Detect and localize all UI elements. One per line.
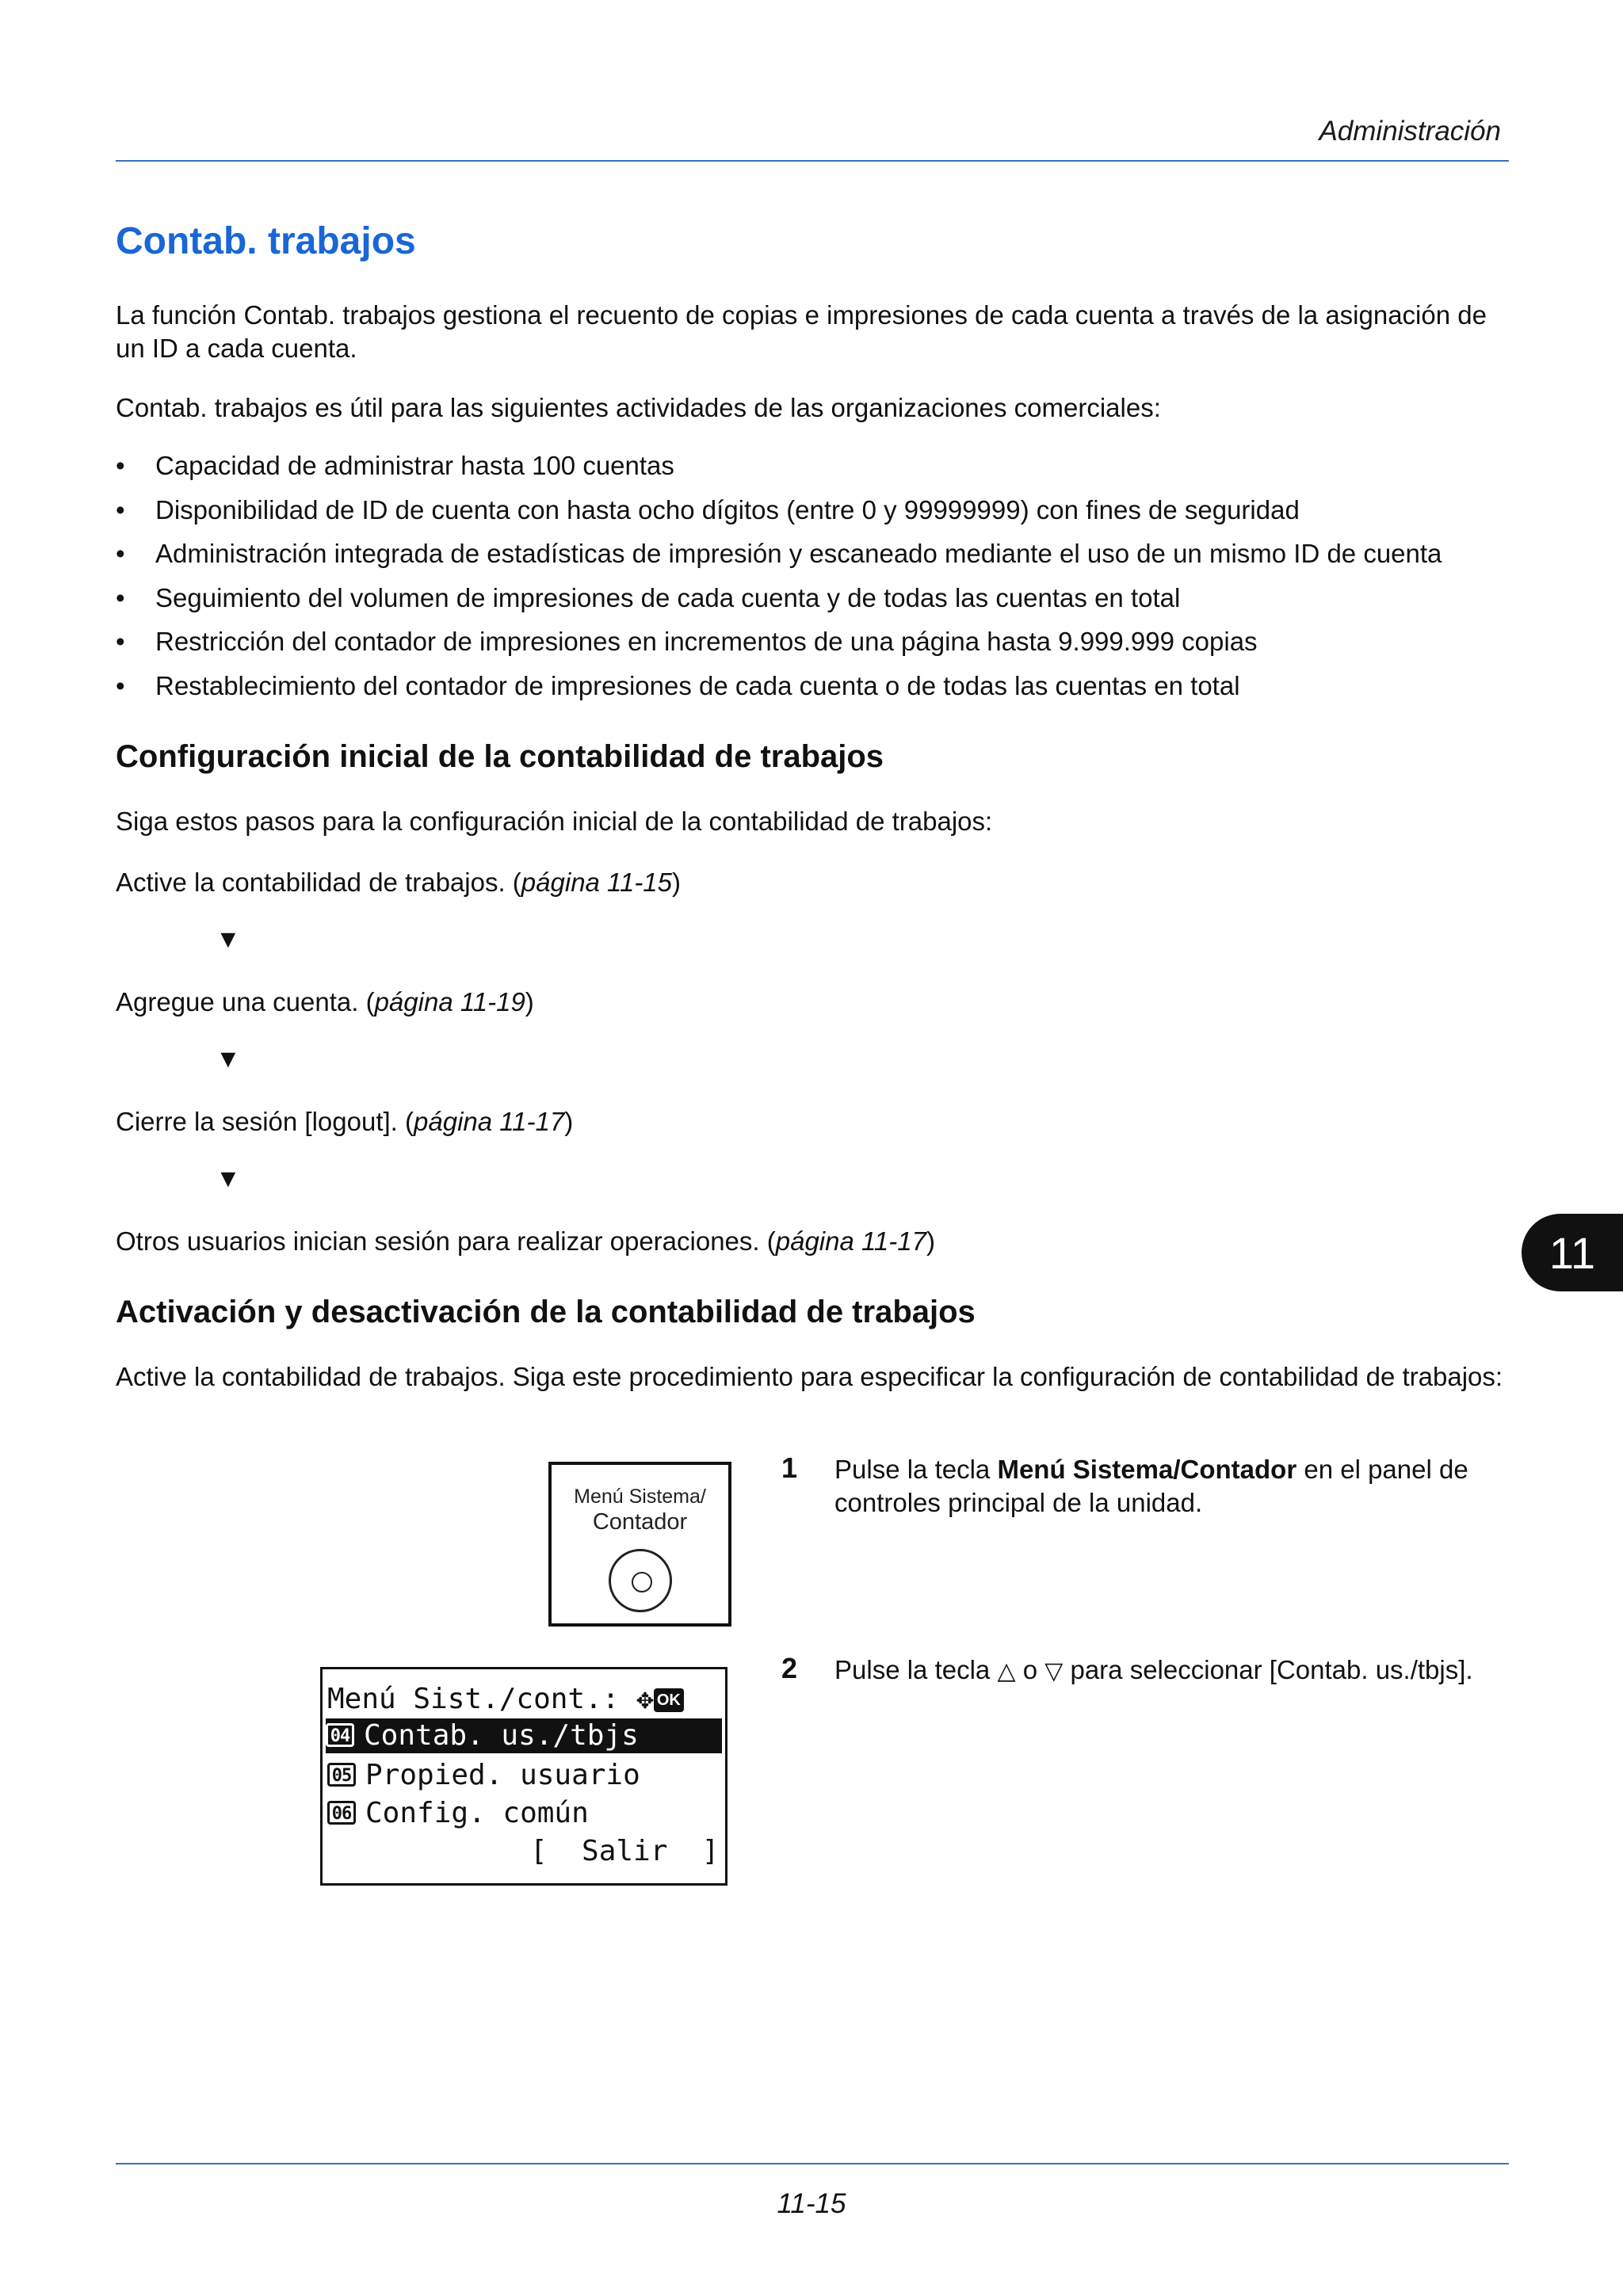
ok-icon: OK [654,1688,684,1712]
key-label-line2: Contador [592,1509,688,1535]
list-item-text: Seguimiento del volumen de impresiones de cada cuenta y de todas las cuentas en total [155,582,1181,612]
navigation-arrows-icon: ✥ [636,1683,654,1715]
lcd-title-row: Menú Sist./cont.: ✥ OK [327,1682,684,1717]
setup-intro: Siga estos pasos para la configuración inicial de la contabilidad de trabajos: [116,807,993,836]
lcd-menu-item[interactable]: 06 Config. común [327,1796,589,1831]
key-label-line1: Menú Sistema/ [574,1486,706,1508]
header-section-title: Administración [1319,116,1501,147]
key-button-icon [609,1549,672,1612]
page-number: 11-15 [777,2188,846,2219]
system-menu-counter-key [548,1462,731,1627]
list-item [116,449,1510,494]
list-item [116,625,1510,669]
chapter-number: 11 [1549,1228,1596,1278]
bullet-icon: • [116,627,125,656]
step-2-text: Pulse la tecla △ o ▽ para seleccionar [Contab. us./tbjs]. [834,1655,1473,1684]
down-arrow-icon: ▼ [216,1164,241,1192]
lcd-exit-softkey[interactable]: [ Salir ] [530,1835,720,1867]
page-reference-link[interactable]: página 11-17 [414,1107,565,1136]
bullet-icon: • [116,582,125,612]
item-number-badge: 04 [326,1723,354,1747]
lcd-display [320,1667,727,1886]
step-number: 1 [781,1451,798,1484]
chapter-tab [1522,1214,1623,1291]
page-reference-link[interactable]: página 11-15 [521,868,673,897]
step-number: 2 [781,1652,798,1684]
feature-list [116,449,1510,713]
list-item-text: Capacidad de administrar hasta 100 cuentas [155,451,674,480]
item-number-badge: 05 [327,1763,356,1787]
item-number-badge: 06 [327,1801,356,1825]
setup-step: Otros usuarios inician sesión para realizar operaciones. (página 11-17) [116,1226,935,1256]
step-1-text: Pulse la tecla Menú Sistema/Contador en el panel de controles principal de la unidad. [834,1455,1468,1517]
page-reference-link[interactable]: página 11-19 [374,987,525,1016]
setup-heading: Configuración inicial de la contabilidad de trabajos [116,739,884,774]
list-item-text: Disponibilidad de ID de cuenta con hasta ocho dígitos (entre 0 y 99999999) con fines de seguridad [155,494,1300,524]
intro-paragraph: La función Contab. trabajos gestiona el recuento de copias e impresiones de cada cuenta a través de la asignación de un ID a cada cuenta. [116,300,1487,363]
activation-intro: Active la contabilidad de trabajos. Siga este procedimiento para especificar la configuración de contabilidad de trabajos: [116,1362,1503,1391]
down-triangle-icon: ▽ [1044,1658,1064,1684]
useful-paragraph: Contab. trabajos es útil para las siguientes actividades de las organizaciones comerciales: [116,393,1161,422]
setup-step: Cierre la sesión [logout]. (página 11-17) [116,1107,574,1136]
setup-step: Active la contabilidad de trabajos. (página 11-15) [116,868,682,897]
bullet-icon: • [116,451,125,480]
footer-rule [116,2163,1509,2164]
list-item [116,537,1510,582]
lcd-menu-item[interactable]: 05 Propied. usuario [327,1758,640,1793]
header-rule [116,160,1509,162]
list-item [116,669,1510,714]
setup-step: Agregue una cuenta. (página 11-19) [116,987,534,1016]
bullet-icon: • [116,494,125,524]
lcd-menu-item-selected[interactable]: 04 Contab. us./tbjs [326,1718,722,1753]
down-arrow-icon: ▼ [216,925,241,953]
list-item [116,494,1510,538]
activation-heading: Activación y desactivación de la contabilidad de trabajos [116,1295,976,1329]
up-triangle-icon: △ [997,1658,1016,1684]
list-item [116,582,1510,626]
down-arrow-icon: ▼ [216,1044,241,1073]
page-title: Contab. trabajos [116,220,416,262]
bullet-icon: • [116,539,125,568]
list-item-text: Administración integrada de estadísticas de impresión y escaneado mediante el uso de un mismo ID de cuenta [155,539,1442,568]
page-reference-link[interactable]: página 11-17 [775,1226,926,1256]
list-item-text: Restricción del contador de impresiones en incrementos de una página hasta 9.999.999 copias [155,627,1258,656]
bullet-icon: • [116,670,125,700]
list-item-text: Restablecimiento del contador de impresiones de cada cuenta o de todas las cuentas en total [155,670,1240,700]
